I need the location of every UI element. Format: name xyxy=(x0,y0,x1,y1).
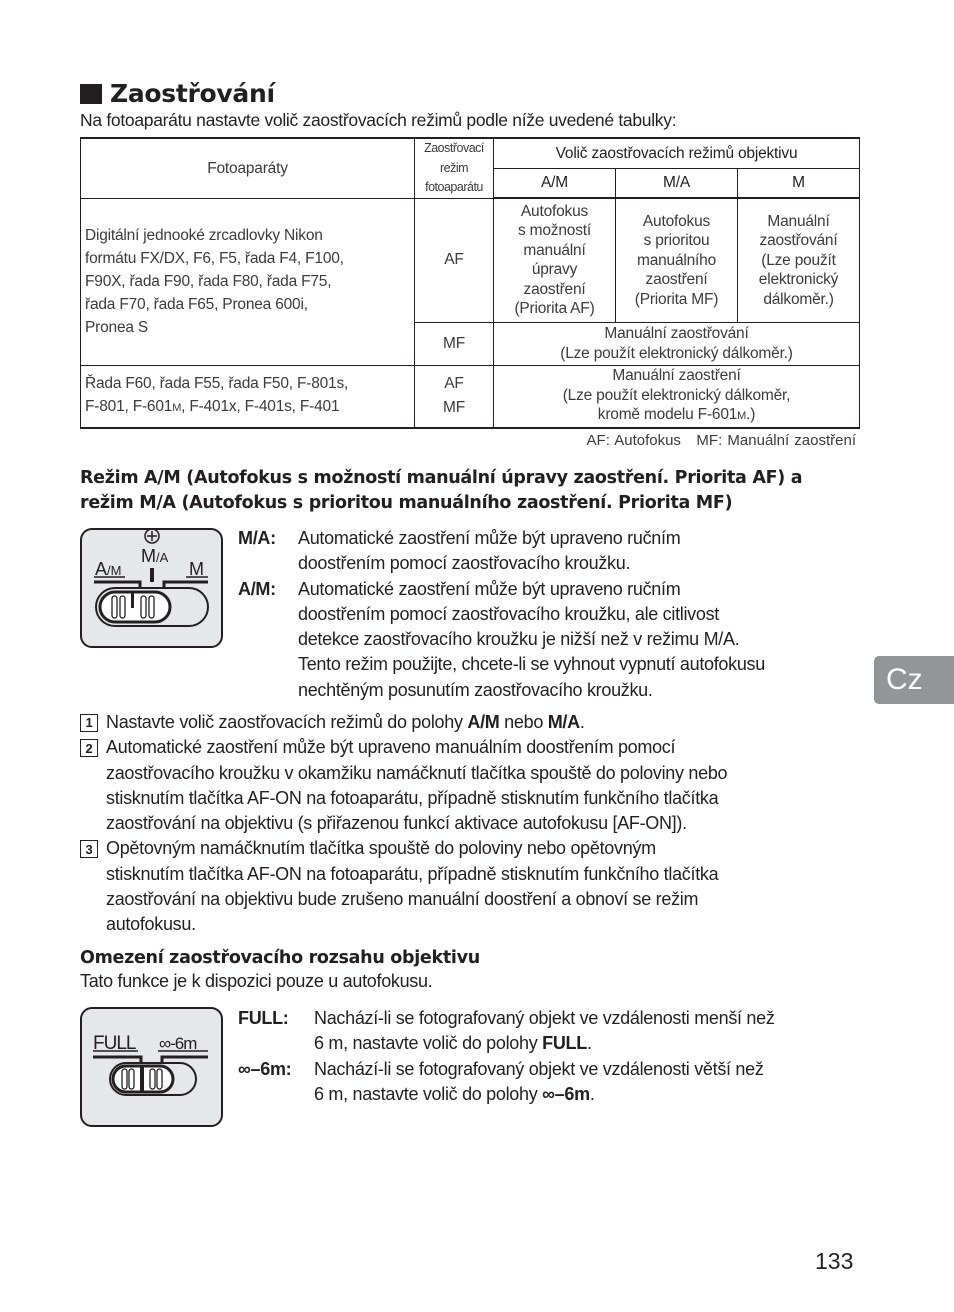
cell-mf-all xyxy=(494,322,860,365)
focus-limit-switch-icon xyxy=(80,1007,223,1127)
step-text xyxy=(106,836,718,937)
text: , F-401x, F-401s, F-401 xyxy=(181,398,340,416)
desc-line xyxy=(314,1031,863,1056)
cell-line: manuální xyxy=(523,241,586,259)
bold-text: ∞–6m xyxy=(542,1083,590,1104)
cell-mode-mf: MF xyxy=(415,322,494,365)
cell-line: Manuální xyxy=(767,212,830,230)
step-number-icon: 1 xyxy=(80,714,98,732)
cell-am xyxy=(494,198,616,322)
step-text xyxy=(106,710,585,735)
step-line: Automatické zaostření může být upraveno manuálním doostřením pomocí xyxy=(106,737,676,758)
cell-line: zaostřování xyxy=(759,232,838,249)
step-3 xyxy=(80,836,860,937)
desc-line: Tento režim použijte, chcete-li se vyhnout vypnutí autofokusu xyxy=(298,654,765,675)
cell-line xyxy=(85,395,410,420)
cell-line: řada F70, řada F65, Pronea 600i, xyxy=(85,296,308,313)
cell-cameras xyxy=(81,365,415,428)
step-text xyxy=(106,735,727,836)
black-square-icon xyxy=(80,84,102,104)
svg-text:M: M xyxy=(141,546,156,566)
step-line: stisknutím tlačítka AF-ON na fotoaparátu, případně stisknutím funkčního tlačítka xyxy=(106,787,719,808)
header-am: A/M xyxy=(494,168,616,198)
steps-list xyxy=(80,710,860,938)
cell-line: Digitální jednooké zrcadlovky Nikon xyxy=(85,227,323,244)
header-m: M xyxy=(738,168,860,198)
term: A/M: xyxy=(238,578,276,599)
text: . xyxy=(579,712,585,732)
cell-line: (Lze použít xyxy=(761,251,836,269)
text: . xyxy=(589,1083,595,1104)
cell-line: Autofokus xyxy=(520,202,589,220)
bold-text: FULL xyxy=(542,1033,587,1054)
step-line: zaostřování na objektivu bude zrušeno manuální doostření a obnoví se režim xyxy=(106,889,699,910)
desc-line: Automatické zaostření může být upraveno ručním xyxy=(298,578,681,599)
cell-ma xyxy=(616,198,738,322)
cell-line: dálkoměr.) xyxy=(763,290,834,308)
step-number-icon: 2 xyxy=(80,739,98,757)
definition-ma xyxy=(238,526,863,577)
header-line: fotoaparátu xyxy=(425,180,483,194)
header-line: režim xyxy=(439,160,469,175)
description xyxy=(314,1006,863,1057)
text: . xyxy=(586,1033,592,1054)
desc-line: Automatické zaostření může být upraveno ručním xyxy=(298,528,681,548)
cell-line: zaostření xyxy=(523,280,586,298)
step-line: stisknutím tlačítka AF-ON na fotoaparátu, případně stisknutím funkčního tlačítka xyxy=(106,863,719,884)
desc-line xyxy=(314,1082,863,1107)
cell-modes xyxy=(415,365,494,428)
desc-line: Nachází-li se fotografovaný objekt ve vzdálenosti menší než xyxy=(314,1008,775,1028)
cell-line xyxy=(494,405,859,427)
desc-line: detekce zaostřovacího kroužku je nižší než v režimu M/A. xyxy=(298,629,740,650)
cell-line: úpravy xyxy=(531,261,578,279)
cell-all xyxy=(494,365,860,428)
bold-text: M/A xyxy=(547,712,580,732)
limiter-definitions xyxy=(238,1006,863,1107)
cell-line: (Lze použít elektronický dálkoměr.) xyxy=(560,344,793,362)
svg-text:∞-6m: ∞-6m xyxy=(159,1034,197,1053)
cell-line: (Priorita MF) xyxy=(634,290,719,308)
svg-text:M: M xyxy=(189,559,204,579)
text: F-801, F-601 xyxy=(85,398,173,416)
definition-inf-6m xyxy=(238,1057,863,1108)
step-line: zaostřovacího kroužku v okamžiku namáčknutí tlačítka spouště do poloviny nebo xyxy=(106,762,728,783)
am-ma-definitions xyxy=(238,526,863,703)
focus-mode-switch-icon xyxy=(80,528,223,648)
cell-line: Manuální zaostřování xyxy=(604,325,749,342)
switch-drawing xyxy=(82,530,221,646)
heading-line: režim M/A (Autofokus s prioritou manuálního zaostření. Priorita MF) xyxy=(80,493,733,513)
limiter-intro: Tato funkce je k dispozici pouze u autofokusu. xyxy=(80,971,433,991)
description xyxy=(298,526,863,577)
limiter-heading: Omezení zaostřovacího rozsahu objektivu xyxy=(80,948,480,968)
text: nebo xyxy=(499,712,548,732)
header-lens-switch: Volič zaostřovacích režimů objektivu xyxy=(494,138,860,168)
section-heading xyxy=(80,79,275,108)
text: kromě modelu F-601 xyxy=(597,406,738,423)
step-2 xyxy=(80,735,860,836)
heading-line: Režim A/M (Autofokus s možností manuální úpravy zaostření. Priorita AF) a xyxy=(80,468,803,488)
cell-m xyxy=(738,198,860,322)
small-caps: M xyxy=(737,410,747,422)
term: FULL: xyxy=(238,1008,289,1028)
desc-line: doostřením pomocí zaostřovacího kroužku. xyxy=(298,553,631,574)
header-cameras: Fotoaparáty xyxy=(81,138,415,198)
cell-cameras xyxy=(81,198,415,365)
am-ma-heading xyxy=(80,466,802,516)
header-line: Zaostřovací xyxy=(424,141,484,155)
definition-full xyxy=(238,1006,863,1057)
cell-line: Řada F60, řada F55, řada F50, F-801s, xyxy=(85,375,349,393)
term: ∞–6m: xyxy=(238,1058,292,1079)
text: 6 m, nastavte volič do polohy xyxy=(314,1033,543,1054)
svg-text:/M: /M xyxy=(107,563,122,578)
cell-line: AF xyxy=(444,375,464,393)
step-number-icon: 3 xyxy=(80,840,98,858)
desc-line: doostřením pomocí zaostřovacího kroužku, ale citlivost xyxy=(298,603,719,624)
svg-text:/A: /A xyxy=(156,550,169,565)
cell-line: (Lze použít elektronický dálkoměr, xyxy=(562,386,791,404)
cell-line: elektronický xyxy=(758,271,839,288)
cell-line: zaostření xyxy=(645,271,708,288)
step-line: zaostřování na objektivu (s přiřazenou funkcí aktivace autofokusu [AF-ON]). xyxy=(106,813,687,834)
table-legend: AF: Autofokus MF: Manuální zaostření xyxy=(586,432,856,449)
table-row xyxy=(81,198,860,322)
svg-text:FULL: FULL xyxy=(93,1033,136,1054)
language-tab[interactable]: Cz xyxy=(874,656,954,704)
svg-text:A: A xyxy=(95,559,108,579)
cell-line: formátu FX/DX, F6, F5, řada F4, F100, xyxy=(85,250,344,267)
header-ma: M/A xyxy=(616,168,738,198)
description xyxy=(314,1057,863,1108)
description xyxy=(298,577,863,703)
step-1 xyxy=(80,710,860,735)
text: 6 m, nastavte volič do polohy xyxy=(314,1083,543,1104)
section-title: Zaostřování xyxy=(110,79,275,108)
intro-text: Na fotoaparátu nastavte volič zaostřovacích režimů podle níže uvedené tabulky: xyxy=(80,110,677,130)
switch-drawing xyxy=(82,1009,221,1125)
step-line: autofokusu. xyxy=(106,914,196,935)
cell-line: F90X, řada F90, řada F80, řada F75, xyxy=(85,273,332,290)
cell-line: manuálního xyxy=(636,251,716,269)
cell-line: Pronea S xyxy=(85,319,149,336)
term: M/A: xyxy=(238,528,276,548)
cell-mode-af: AF xyxy=(415,198,494,322)
desc-line: Nachází-li se fotografovaný objekt ve vzdálenosti větší než xyxy=(314,1058,764,1079)
table-row xyxy=(81,365,860,428)
cell-line: Autofokus xyxy=(642,212,711,230)
cell-line: MF xyxy=(443,399,465,417)
small-caps: M xyxy=(172,402,182,415)
text: Nastavte volič zaostřovacích režimů do polohy xyxy=(106,712,468,732)
cell-line: s možností xyxy=(518,222,591,240)
desc-line: nechtěným posunutím zaostřovacího kroužku. xyxy=(298,679,653,700)
bold-text: A/M xyxy=(467,712,500,732)
cell-line: s prioritou xyxy=(643,232,710,249)
page-number: 133 xyxy=(815,1248,854,1274)
header-camera-mode xyxy=(415,138,494,198)
cell-line: (Priorita AF) xyxy=(514,300,595,318)
step-line: Opětovným namáčknutím tlačítka spouště do poloviny nebo opětovným xyxy=(106,838,656,859)
text: .) xyxy=(746,406,756,423)
definition-am xyxy=(238,577,863,703)
focus-mode-table xyxy=(80,137,860,429)
cell-line: Manuální zaostření xyxy=(612,367,741,384)
